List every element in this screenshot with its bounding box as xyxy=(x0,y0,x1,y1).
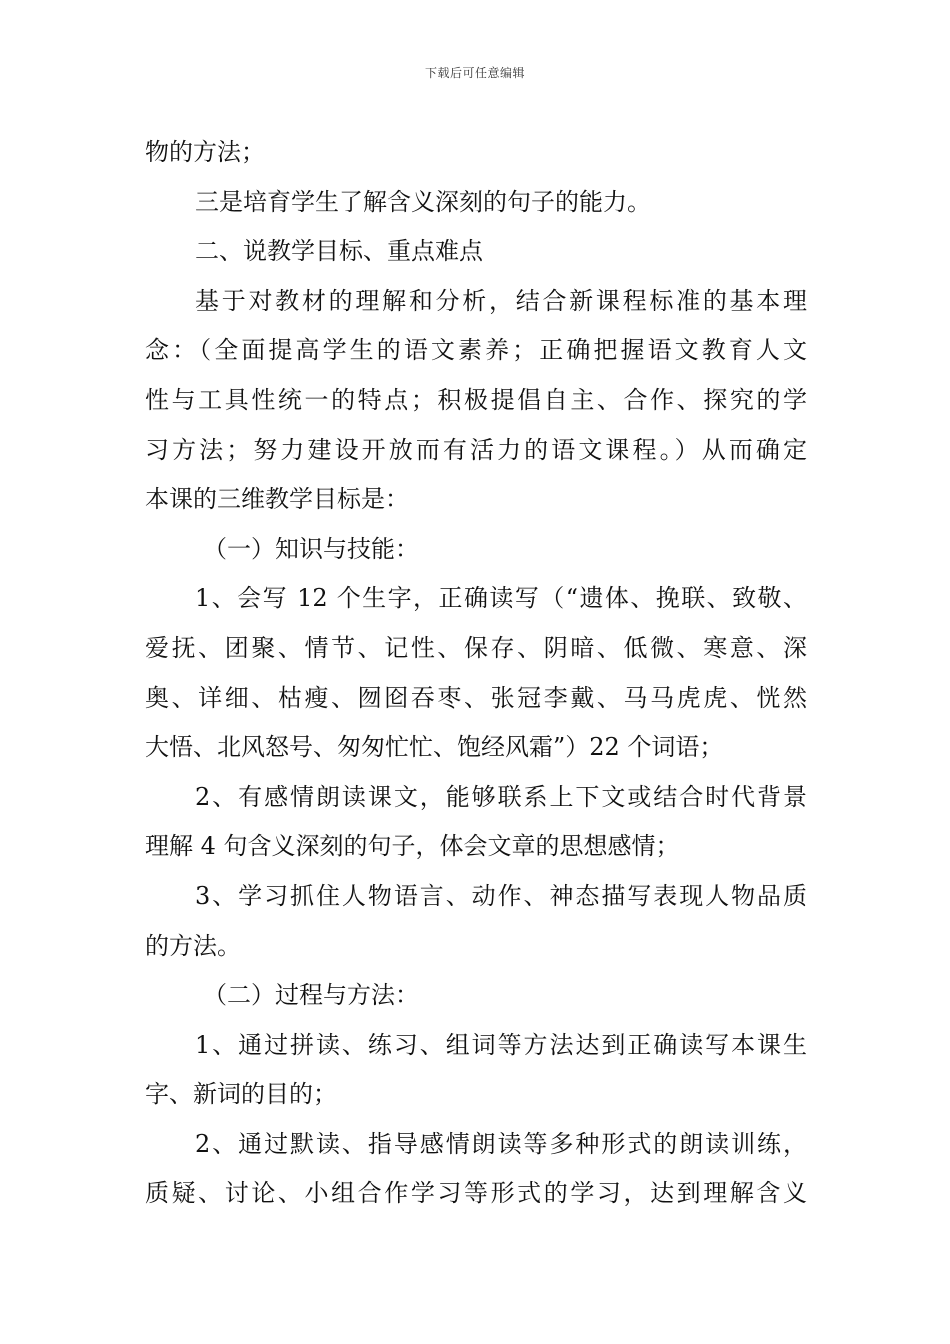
document-line: 2、有感情朗读课文，能够联系上下文或结合时代背景 xyxy=(195,782,807,811)
document-body xyxy=(145,128,807,1219)
document-line: 本课的三维教学目标是： xyxy=(145,485,409,514)
document-line: 二、说教学目标、重点难点 xyxy=(195,237,483,266)
document-line: 习方法；努力建设开放而有活力的语文课程。）从而确定 xyxy=(145,435,807,464)
document-line: （二）过程与方法： xyxy=(203,981,419,1010)
document-line: 性与工具性统一的特点；积极提倡自主、合作、探究的学 xyxy=(145,385,807,414)
document-line: 大悟、北风怒号、匆匆忙忙、饱经风霜”）22 个词语； xyxy=(145,733,724,762)
document-line: 理解 4 句含义深刻的句子，体会文章的思想感情； xyxy=(145,832,680,861)
document-line: 的方法。 xyxy=(145,931,241,960)
document-line: 1、通过拼读、练习、组词等方法达到正确读写本课生 xyxy=(195,1030,807,1059)
document-line: 物的方法； xyxy=(145,138,265,166)
document-line: 2、通过默读、指导感情朗读等多种形式的朗读训练， xyxy=(195,1129,807,1158)
document-line: 3、学习抓住人物语言、动作、神态描写表现人物品质 xyxy=(195,881,807,910)
document-line: 质疑、讨论、小组合作学习等形式的学习，达到理解含义 xyxy=(145,1179,807,1208)
document-line: 基于对教材的理解和分析，结合新课程标准的基本理 xyxy=(195,286,807,315)
document-line: 三是培育学生了解含义深刻的句子的能力。 xyxy=(195,187,651,216)
document-line: 念：（全面提高学生的语文素养；正确把握语文教育人文 xyxy=(145,336,807,365)
document-line: 字、新词的目的； xyxy=(145,1080,337,1109)
page-header: 下载后可任意编辑 xyxy=(424,66,525,80)
document-line: 爱抚、团聚、情节、记性、保存、阴暗、低微、寒意、深 xyxy=(145,633,807,662)
document-line: 1、会写 12 个生字，正确读写（“遗体、挽联、致敬、 xyxy=(195,584,807,613)
document-line: （一）知识与技能： xyxy=(203,534,419,563)
document-line: 奥、详细、枯瘦、囫囵吞枣、张冠李戴、马马虎虎、恍然 xyxy=(145,683,807,712)
